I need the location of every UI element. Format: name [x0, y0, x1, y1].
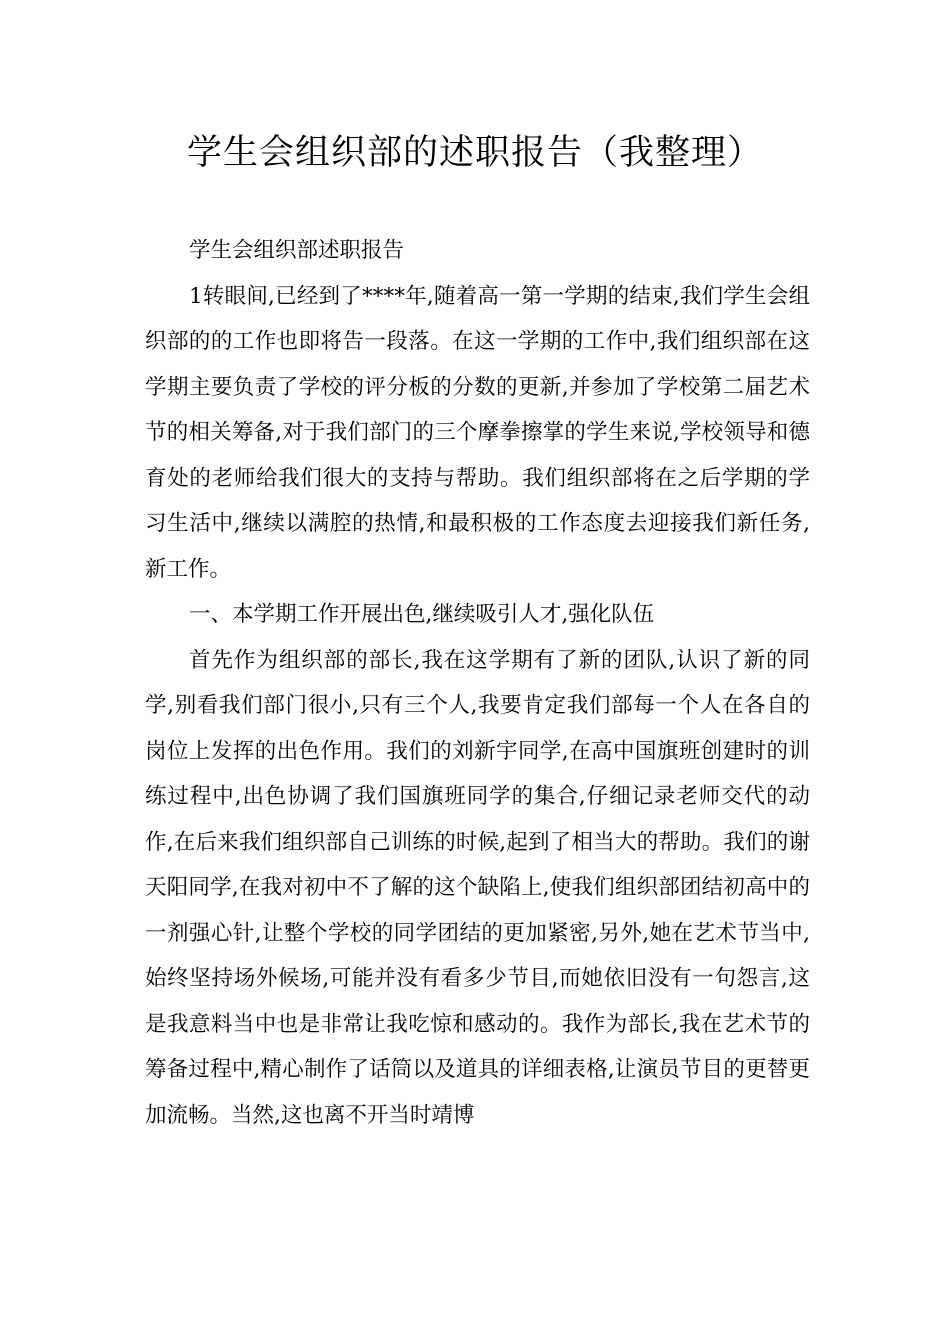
paragraph-subtitle: 学生会组织部述职报告: [189, 238, 405, 263]
paragraph-section-1: 首先作为组织部的部长,我在这学期有了新的团队,认识了新的同学,别看我们部门很小,只有三个人,我要肯定我们部每一个人在各自的岗位上发挥的出色作用。我们的刘新宇同学,在高中国旗班创建时的训练过程中,出色协调了我们国旗班同学的集合,仔细记录老师交代的动作,在后来我们组织部自己训练的时候,起到了相当大的帮助。我们的谢天阳同学,在我对初中不了解的这个缺陷上,使我们组织部团结初高中的一剂强心针,让整个学校的同学团结的更加紧密,另外,她在艺术节当中,始终坚持场外候场,可能并没有看多少节目,而她依旧没有一句怨言,这是我意料当中也是非常让我吃惊和感动的。我作为部长,我在艺术节的筹备过程中,精心制作了话筒以及道具的详细表格,让演员节目的更替更加流畅。当然,这也离不开当时靖博: [145, 647, 810, 1128]
document-body: [145, 228, 810, 1138]
paragraph-intro: 1转眼间,已经到了****年,随着高一第一学期的结束,我们学生会组织部的的工作也即将告一段落。在这一学期的工作中,我们组织部在这学期主要负责了学校的评分板的分数的更新,并参加了学校第二届艺术节的相关筹备,对于我们部门的三个摩拳擦掌的学生来说,学校领导和德育处的老师给我们很大的支持与帮助。我们组织部将在之后学期的学习生活中,继续以满腔的热情,和最积极的工作态度去迎接我们新任务,新工作。: [145, 283, 810, 582]
section-heading-1: 一、本学期工作开展出色,继续吸引人才,强化队伍: [189, 602, 655, 627]
document-title: 学生会组织部的述职报告（我整理）: [186, 133, 763, 173]
